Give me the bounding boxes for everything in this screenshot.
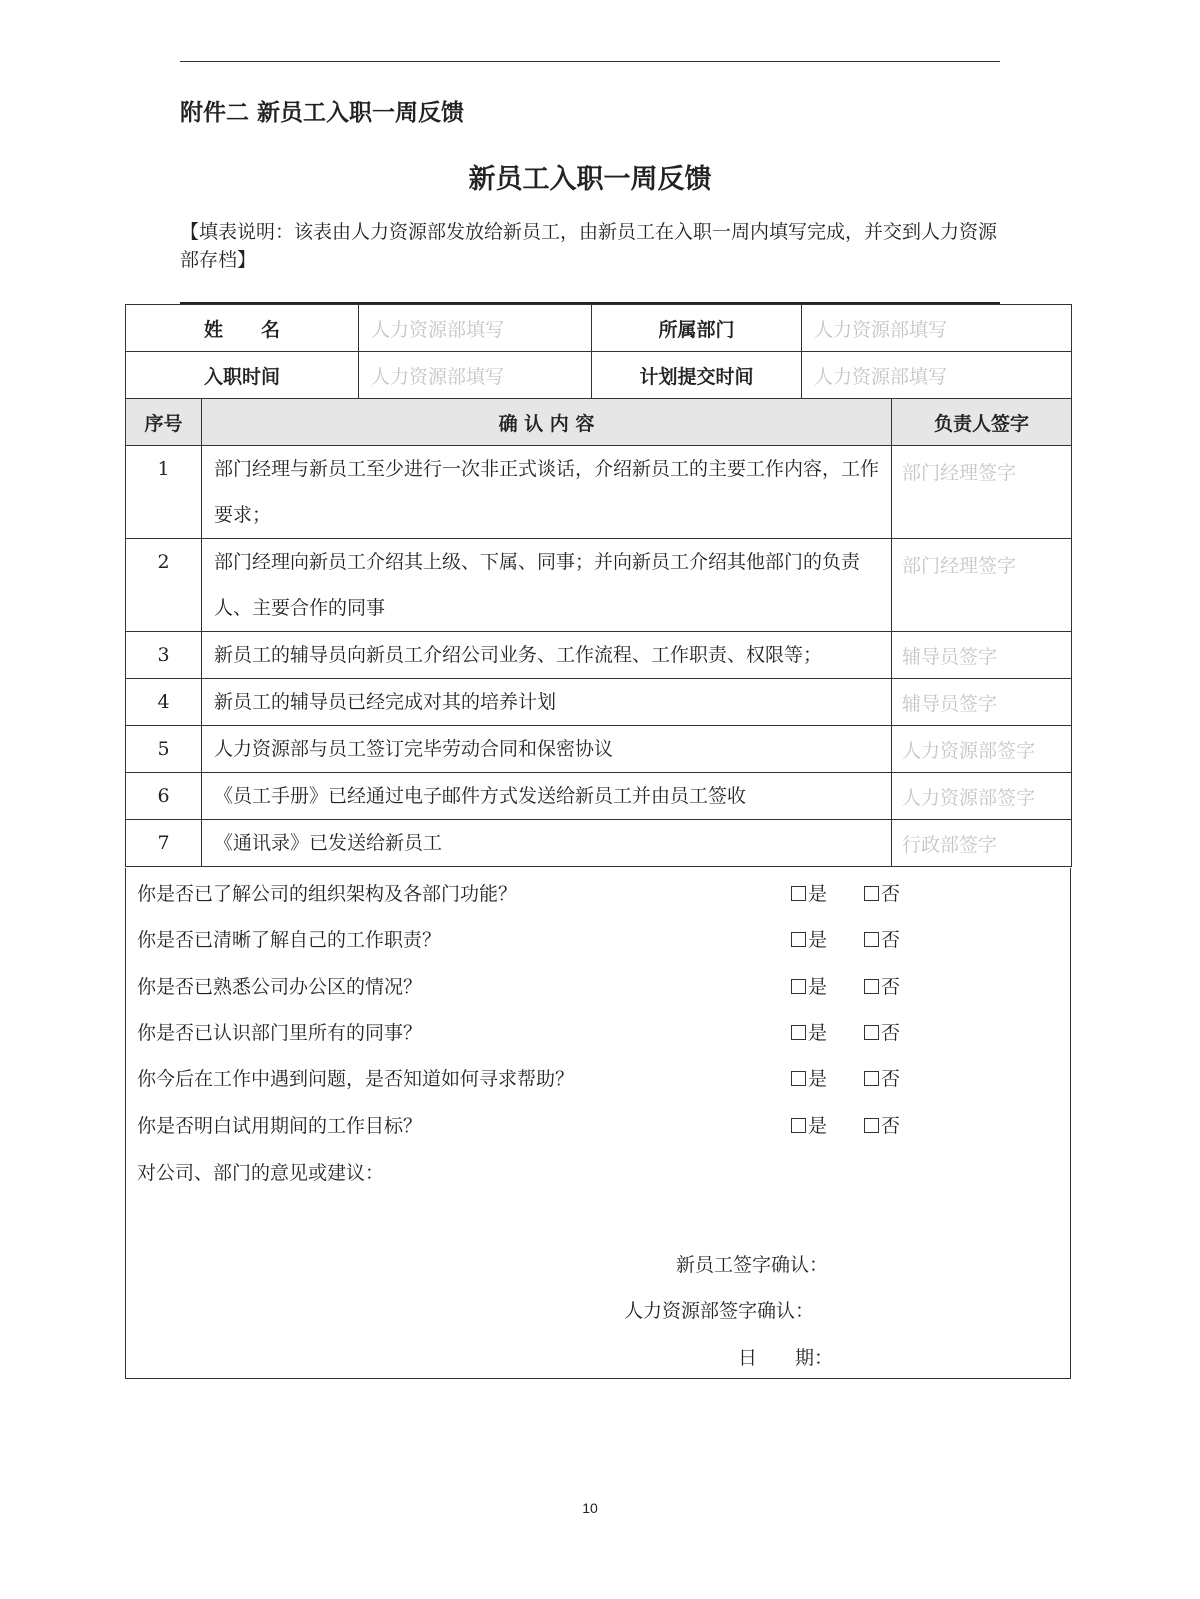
row-sign-field[interactable]: 人力资源部签字 xyxy=(892,726,1072,773)
table-row xyxy=(126,632,1072,679)
checkbox-icon xyxy=(791,1025,806,1040)
no-label: 否 xyxy=(881,929,901,951)
no-checkbox[interactable] xyxy=(864,925,900,952)
dept-label: 所属部门 xyxy=(592,305,802,352)
no-checkbox[interactable] xyxy=(864,1018,900,1045)
page-number: 10 xyxy=(582,1500,598,1516)
question-seek-help: 你今后在工作中遇到问题，是否知道如何寻求帮助？ xyxy=(137,1068,575,1090)
yes-checkbox[interactable] xyxy=(791,925,827,952)
name-field[interactable]: 人力资源部填写 xyxy=(359,305,592,352)
question-colleagues: 你是否已认识部门里所有的同事？ xyxy=(137,1022,423,1044)
col-header-no: 序号 xyxy=(126,399,202,446)
hr-signature-label: 人力资源部签字确认： xyxy=(624,1300,815,1322)
yes-label: 是 xyxy=(808,1068,828,1090)
row-sign-field[interactable]: 行政部签字 xyxy=(892,820,1072,867)
checkbox-icon xyxy=(864,1118,879,1133)
fill-instructions: 【填表说明：该表由人力资源部发放给新员工，由新员工在入职一周内填写完成，并交到人力资源部存档】 xyxy=(180,221,998,271)
yes-label: 是 xyxy=(808,929,828,951)
checkbox-icon xyxy=(864,932,879,947)
name-label: 姓 名 xyxy=(126,305,359,352)
no-checkbox[interactable] xyxy=(864,1064,900,1091)
row-content: 《通讯录》已发送给新员工 xyxy=(202,820,892,867)
form-title: 新员工入职一周反馈 xyxy=(468,164,712,195)
row-content: 新员工的辅导员已经完成对其的培养计划 xyxy=(202,679,892,726)
row-sign-field[interactable]: 辅导员签字 xyxy=(892,632,1072,679)
submit-date-field[interactable]: 人力资源部填写 xyxy=(802,352,1072,399)
checkbox-icon xyxy=(864,1025,879,1040)
suggestion-label: 对公司、部门的意见或建议： xyxy=(137,1162,385,1184)
yes-checkbox[interactable] xyxy=(791,1018,827,1045)
no-label: 否 xyxy=(881,976,901,998)
table-row xyxy=(126,820,1072,867)
row-number: 6 xyxy=(126,773,202,820)
col-header-content: 确 认 内 容 xyxy=(202,399,892,446)
yes-checkbox[interactable] xyxy=(791,972,827,999)
header-rule xyxy=(180,61,1000,62)
yes-checkbox[interactable] xyxy=(791,879,827,906)
row-sign-field[interactable]: 部门经理签字 xyxy=(892,446,1072,539)
checkbox-icon xyxy=(864,886,879,901)
row-content: 人力资源部与员工签订完毕劳动合同和保密协议 xyxy=(202,726,892,773)
yes-label: 是 xyxy=(808,1022,828,1044)
row-sign-field[interactable]: 人力资源部签字 xyxy=(892,773,1072,820)
row-content: 部门经理与新员工至少进行一次非正式谈话，介绍新员工的主要工作内容，工作要求； xyxy=(202,446,892,539)
row-number: 4 xyxy=(126,679,202,726)
no-label: 否 xyxy=(881,1068,901,1090)
checkbox-icon xyxy=(791,932,806,947)
row-number: 3 xyxy=(126,632,202,679)
table-row xyxy=(126,679,1072,726)
table-row xyxy=(126,726,1072,773)
no-label: 否 xyxy=(881,883,901,905)
row-number: 2 xyxy=(126,539,202,632)
table-row xyxy=(126,773,1072,820)
no-label: 否 xyxy=(881,1115,901,1137)
join-date-label: 入职时间 xyxy=(126,352,359,399)
table-row xyxy=(126,539,1072,632)
row-sign-field[interactable]: 辅导员签字 xyxy=(892,679,1072,726)
attachment-title: 附件二 新员工入职一周反馈 xyxy=(180,99,465,126)
yes-label: 是 xyxy=(808,976,828,998)
checkbox-icon xyxy=(791,979,806,994)
join-date-field[interactable]: 人力资源部填写 xyxy=(359,352,592,399)
question-office: 你是否已熟悉公司办公区的情况？ xyxy=(137,976,423,998)
no-checkbox[interactable] xyxy=(864,1111,900,1138)
dept-field[interactable]: 人力资源部填写 xyxy=(802,305,1072,352)
row-number: 5 xyxy=(126,726,202,773)
row-sign-field[interactable]: 部门经理签字 xyxy=(892,539,1072,632)
col-header-sign: 负责人签字 xyxy=(892,399,1072,446)
checkbox-icon xyxy=(864,979,879,994)
checkbox-icon xyxy=(791,1118,806,1133)
yes-checkbox[interactable] xyxy=(791,1064,827,1091)
checkbox-icon xyxy=(791,886,806,901)
row-number: 1 xyxy=(126,446,202,539)
question-probation-goals: 你是否明白试用期间的工作目标？ xyxy=(137,1115,423,1137)
questionnaire-section xyxy=(125,868,1071,1379)
row-content: 部门经理向新员工介绍其上级、下属、同事；并向新员工介绍其他部门的负责人、主要合作的同事 xyxy=(202,539,892,632)
yes-label: 是 xyxy=(808,883,828,905)
no-checkbox[interactable] xyxy=(864,972,900,999)
date-label: 日 期： xyxy=(738,1347,834,1369)
yes-checkbox[interactable] xyxy=(791,1111,827,1138)
no-checkbox[interactable] xyxy=(864,879,900,906)
no-label: 否 xyxy=(881,1022,901,1044)
row-number: 7 xyxy=(126,820,202,867)
row-content: 新员工的辅导员向新员工介绍公司业务、工作流程、工作职责、权限等； xyxy=(202,632,892,679)
submit-date-label: 计划提交时间 xyxy=(592,352,802,399)
question-org-structure: 你是否已了解公司的组织架构及各部门功能？ xyxy=(137,883,518,905)
row-content: 《员工手册》已经通过电子邮件方式发送给新员工并由员工签收 xyxy=(202,773,892,820)
employee-signature-label: 新员工签字确认： xyxy=(676,1254,829,1276)
yes-label: 是 xyxy=(808,1115,828,1137)
checkbox-icon xyxy=(791,1071,806,1086)
checkbox-icon xyxy=(864,1071,879,1086)
question-duties: 你是否已清晰了解自己的工作职责？ xyxy=(137,929,442,951)
feedback-table xyxy=(125,304,1072,867)
table-row xyxy=(126,446,1072,539)
